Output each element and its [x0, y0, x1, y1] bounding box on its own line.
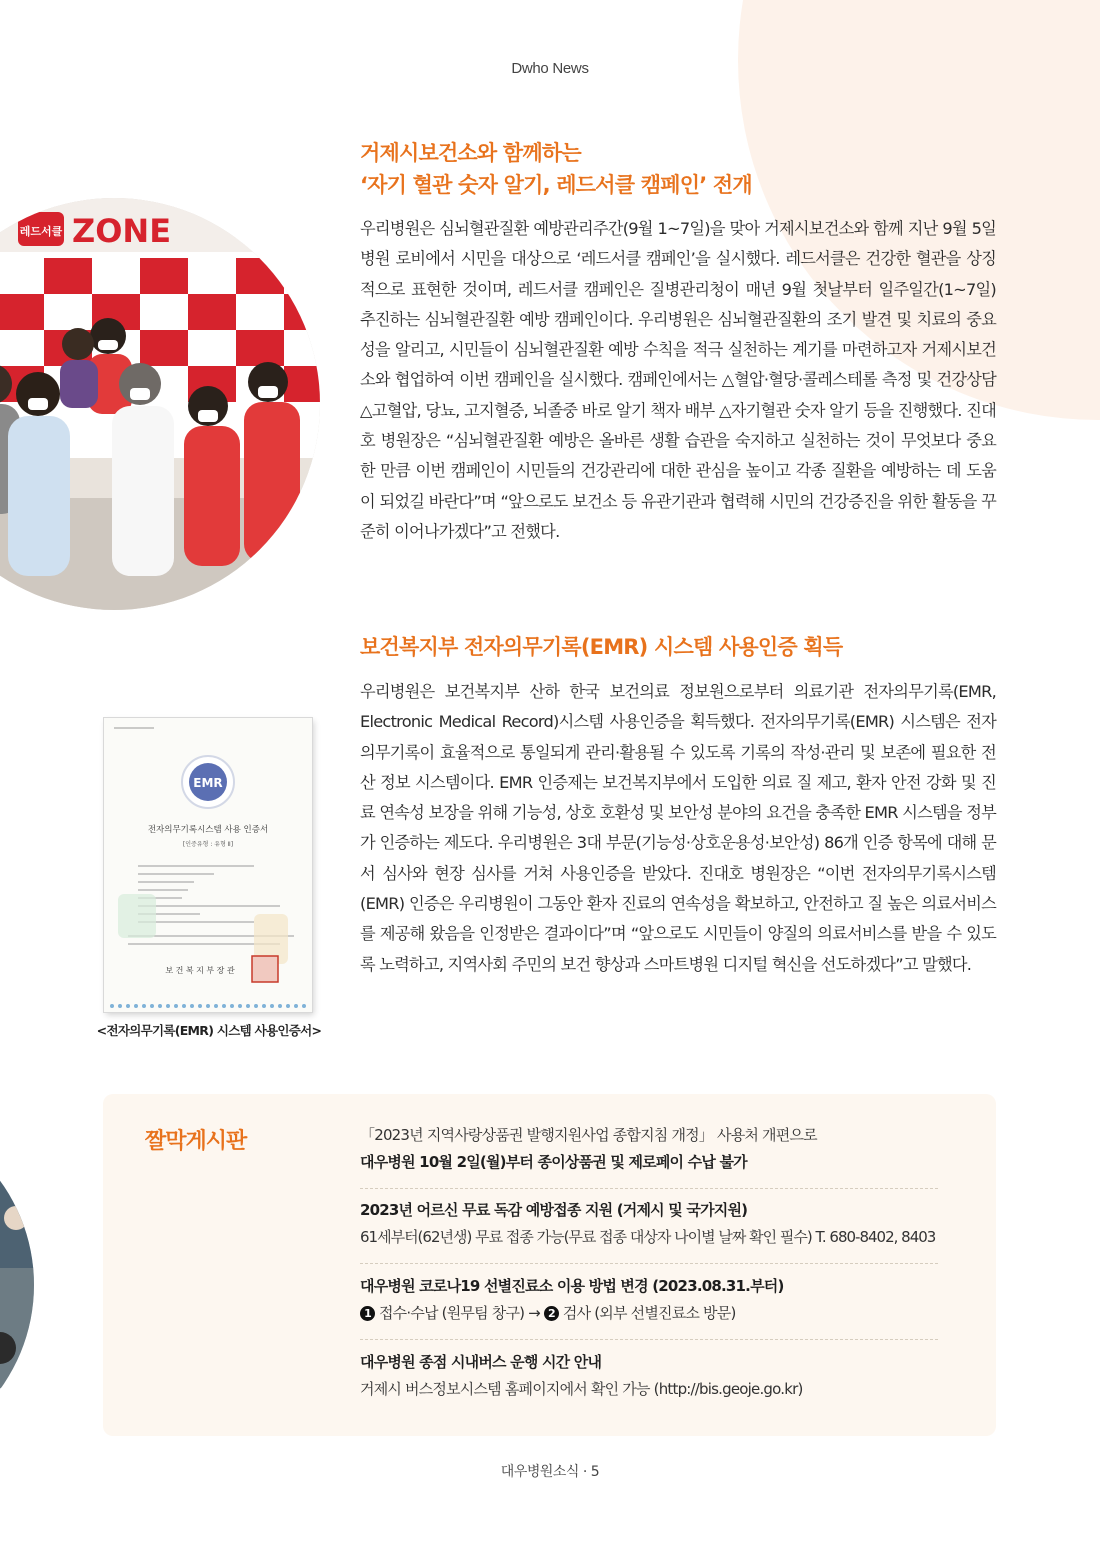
section1-article [360, 214, 996, 547]
certificate-logo-text: EMR [193, 776, 223, 790]
step-2-badge: 2 [544, 1306, 559, 1321]
step-2-text: 검사 (외부 선별진료소 방문) [562, 1304, 736, 1322]
publication-label: Dwho News [511, 60, 589, 77]
section2-title: 보건복지부 전자의무기록(EMR) 시스템 사용인증 획득 [360, 635, 843, 659]
notice-divider [360, 1188, 938, 1189]
campaign-photo [0, 198, 320, 610]
step-1-badge: 1 [360, 1306, 375, 1321]
notice-item [360, 1122, 938, 1176]
section2-heading [360, 631, 996, 663]
photo-sign-text: 레드서클 [19, 225, 63, 238]
section2-body: 우리병원은 보건복지부 산하 한국 보건의료 정보원으로부터 의료기관 전자의무기록(EMR, Electronic Medical Record)시스템 사용인증을 획득했다. 전자의무기록(EMR) 시스템은 전자의무기록이 효율적으로 통일되게 관리·활용될 수 있도록 기록의 작성·관리 및 보존에 필요한 전산 정보 시스템이다. EMR 인증제는 보건복지부에서 도입한 의료 질 제고, 환자 안전 강화 및 진료 연속성 보장을 위해 기능성, 상호 호환성 및 보안성 분야의 요건을 충족한 EMR 시스템을 정부가 인증하는 제도다. 우리병원은 3대 부문(기능성·상호운용성·보안성) 86개 인증 항목에 대해 문서 심사와 현장 심사를 거쳐 사용인증을 받았다. 진대호 병원장은 “이번 전자의무기록시스템(EMR) 인증은 우리병원이 그동안 환자 진료의 연속성을 확보하고, 안전하고 질 높은 의료서비스를 제공해 왔음을 인정받은 결과이다”며 “앞으로도 시민들이 양질의 의료서비스를 받을 수 있도록 노력하고, 지역사회 주민의 보건 향상과 스마트병원 디지털 혁신을 선도하겠다”고 말했다. [360, 682, 996, 974]
notice-line: 61세부터(62년생) 무료 접종 가능(무료 접종 대상자 나이별 날짜 확인 필수) T. 680-8402, 8403 [360, 1228, 936, 1246]
notice-item [360, 1197, 938, 1251]
certificate-title: 전자의무기록시스템 사용 인증서 [147, 825, 269, 835]
arrow-icon: → [528, 1304, 540, 1322]
section2-article [360, 677, 996, 980]
notice-line: 「2023년 지역사랑상품권 발행지원사업 종합지침 개정」 사용처 개편으로 [360, 1126, 817, 1144]
bulletin-board-title: 짤막게시판 [145, 1129, 247, 1154]
certificate-subtitle: [인증유형 : 유형 Ⅱ] [182, 841, 234, 848]
page-footer: 대우병원소식 · 5 [500, 1464, 600, 1480]
notice-line: 대우병원 코로나19 선별진료소 이용 방법 변경 (2023.08.31.부터) [360, 1277, 784, 1295]
photo-banner-text: ZONE [72, 212, 172, 250]
notice-item [360, 1349, 938, 1403]
section1-body: 우리병원은 심뇌혈관질환 예방관리주간(9월 1~7일)을 맞아 거제시보건소와 함께 지난 9월 5일 병원 로비에서 시민을 대상으로 ‘레드서클 캠페인’을 실시했다. 레드서클은 건강한 혈관을 상징적으로 표현한 것이며, 레드서클 캠페인은 질병관리청이 매년 9월 첫날부터 일주일간(1~7일) 추진하는 심뇌혈관질환 예방 캠페인이다. 우리병원은 심뇌혈관질환의 조기 발견 및 치료의 중요성을 알리고, 시민들이 심뇌혈관질환 예방 수칙을 적극 실천하는 계기를 마련하고자 거제시보건소와 협업하여 이번 캠페인을 실시했다. 캠페인에서는 △혈압·혈당·콜레스테롤 측정 및 건강상담 △고혈압, 당뇨, 고지혈증, 뇌졸중 바로 알기 책자 배부 △자기혈관 숫자 알기 등을 진행했다. 진대호 병원장은 “심뇌혈관질환 예방은 올바른 생활 습관을 숙지하고 실천하는 것이 무엇보다 중요한 만큼 이번 캠페인이 시민들의 건강관리에 대한 관심을 높이고 각종 질환을 예방하는 데 도움이 되었길 바란다”며 “앞으로도 보건소 등 유관기관과 협력해 시민의 건강증진을 위한 활동을 꾸준히 이어나가겠다”고 전했다. [360, 219, 996, 541]
certificate-caption: <전자의무기록(EMR) 시스템 사용인증서> [96, 1023, 322, 1038]
lobby-photo [0, 1108, 34, 1462]
certificate-issuer: 보 건 복 지 부 장 관 [165, 966, 235, 975]
section1-title-line2: ‘자기 혈관 숫자 알기, 레드서클 캠페인’ 전개 [360, 173, 752, 197]
step-1-text: 접수·수납 (원무팀 창구) [378, 1304, 525, 1322]
notice-divider [360, 1339, 938, 1340]
emr-certificate-image [104, 718, 312, 1012]
notice-item [360, 1273, 938, 1327]
notice-line: 거제시 버스정보시스템 홈페이지에서 확인 가능 (http://bis.geoje.go.kr) [360, 1380, 803, 1398]
section1-title-line1: 거제시보건소와 함께하는 [360, 141, 581, 165]
notice-line: 2023년 어르신 무료 독감 예방접종 지원 (거제시 및 국가지원) [360, 1201, 748, 1219]
notice-line: 대우병원 종점 시내버스 운행 시간 안내 [360, 1353, 602, 1371]
section1-heading [360, 137, 996, 201]
notice-divider [360, 1263, 938, 1264]
notice-line: 대우병원 10월 2일(월)부터 종이상품권 및 제로페이 수납 불가 [360, 1153, 747, 1171]
notice-steps [360, 1300, 938, 1327]
